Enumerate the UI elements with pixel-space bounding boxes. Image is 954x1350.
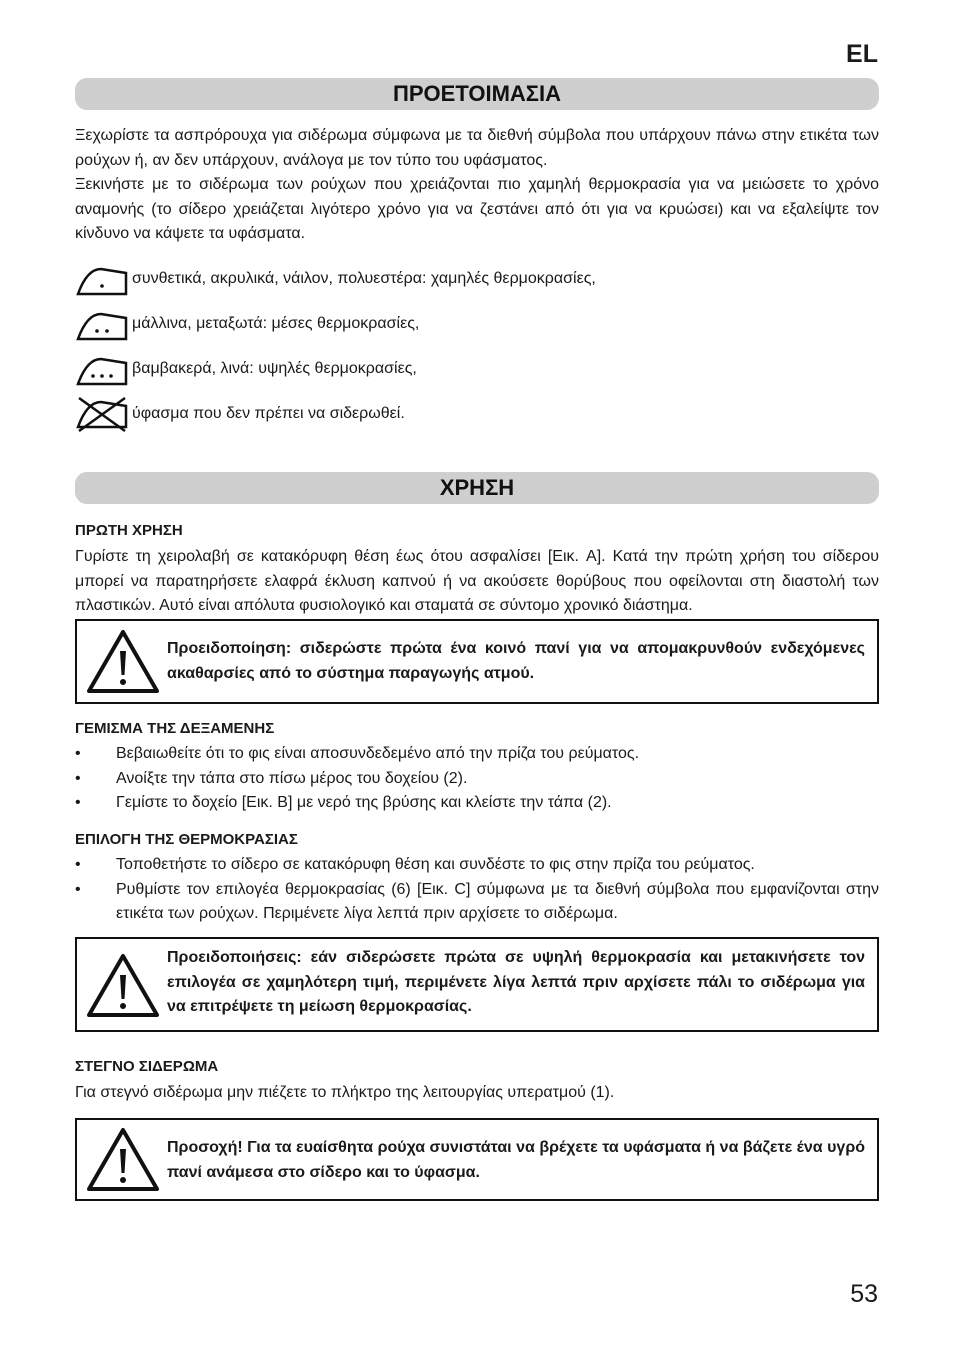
warning-text: Προειδοποίηση: σιδερώστε πρώτα ένα κοινό πανί για να απομακρυνθούν ενδεχόμενες ακαθαρσίες από το σύστημα παραγωγής ατμού. — [167, 640, 865, 682]
list-item: • Τοποθετήστε το σίδερο σε κατακόρυφη θέση και συνδέστε το φις στην πρίζα του ρεύματος. — [75, 853, 879, 878]
warning-triangle-icon — [85, 951, 161, 1021]
heading-dry-ironing: ΣΤΕΓΝΟ ΣΙΔΕΡΩΜΑ — [75, 1058, 219, 1075]
language-code: EL — [846, 40, 878, 68]
iron-two-dots-icon — [75, 306, 129, 342]
symbol-row-low — [75, 261, 596, 297]
prep-paragraph-1: Ξεχωρίστε τα ασπρόρουχα για σιδέρωμα σύμφωνα με τα διεθνή σύμβολα που υπάρχουν πάνω στην ετικέτα των ρούχων ή, αν δεν υπάρχουν, ανάλογα με τον τύπο του υφάσματος. — [75, 127, 879, 169]
iron-three-dots-icon — [75, 351, 129, 387]
list-item: • Γεμίστε το δοχείο [Εικ. B] με νερό της βρύσης και κλείστε την τάπα (2). — [75, 791, 879, 816]
do-not-iron-icon — [75, 396, 129, 432]
warning-box-temperature — [75, 937, 879, 1032]
warning-triangle-icon — [85, 1125, 161, 1195]
temperature-list — [75, 853, 879, 927]
iron-one-dot-icon — [75, 261, 129, 297]
section-title-use: ΧΡΗΣΗ — [75, 472, 879, 504]
page-number: 53 — [850, 1280, 878, 1308]
heading-fill-tank: ΓΕΜΙΣΜΑ ΤΗΣ ΔΕΞΑΜΕΝΗΣ — [75, 720, 275, 737]
list-item: • Βεβαιωθείτε ότι το φις είναι αποσυνδεδεμένο από την πρίζα του ρεύματος. — [75, 742, 879, 767]
prep-paragraph-2: Ξεκινήστε με το σιδέρωμα των ρούχων που χρειάζονται πιο χαμηλή θερμοκρασία για να μειώσετε το χρόνο αναμονής (το σίδερο χρειάζεται λιγότερο χρόνο για να ζεστάνει από ότι για να κρυώσει) και να εξαλείψτε τον κίνδυνο να κάψετε τα υφάσματα. — [75, 176, 879, 242]
warning-text: Προειδοποιήσεις: εάν σιδερώσετε πρώτα σε υψηλή θερμοκρασία και μετακινήσετε τον επιλογέα σε χαμηλότερη τιμή, περιμένετε λίγα λεπτά πριν αρχίσετε πάλι το σιδέρωμα για να επιτρέψετε τη μείωση θερμοκρασίας. — [167, 949, 865, 1015]
dry-ironing-text: Για στεγνό σιδέρωμα μην πιέζετε το πλήκτρο της λειτουργίας υπερατμού (1). — [75, 1084, 615, 1101]
symbol-row-high — [75, 351, 417, 387]
symbol-label: βαμβακερά, λινά: υψηλές θερμοκρασίες, — [132, 360, 417, 377]
first-use-text: Γυρίστε τη χειρολαβή σε κατακόρυφη θέση έως ότου ασφαλίσει [Εικ. A]. Κατά την πρώτη χρήση του σίδερου μπορεί να παρατηρήσετε ελαφρά έκλυση καπνού ή να ακούσετε θορύβους που οφείλονται στη διαστολή των πλαστικών. Αυτό είναι απόλυτα φυσιολογικό και σταματά σε σύντομο χρονικό διάστημα. — [75, 548, 879, 614]
heading-temperature-selection: ΕΠΙΛΟΓΗ ΤΗΣ ΘΕΡΜΟΚΡΑΣΙΑΣ — [75, 831, 298, 848]
warning-triangle-icon — [85, 627, 161, 697]
warning-box-dry-ironing — [75, 1118, 879, 1201]
symbol-label: μάλλινα, μεταξωτά: μέσες θερμοκρασίες, — [132, 315, 420, 332]
symbol-label: ύφασμα που δεν πρέπει να σιδερωθεί. — [132, 405, 405, 422]
symbol-row-medium — [75, 306, 419, 342]
section-title-preparation: ΠΡΟΕΤΟΙΜΑΣΙΑ — [75, 78, 879, 110]
warning-box-first-use — [75, 619, 879, 704]
heading-first-use: ΠΡΩΤΗ ΧΡΗΣΗ — [75, 522, 183, 539]
list-item: • Ρυθμίστε τον επιλογέα θερμοκρασίας (6) [Εικ. C] σύμφωνα με τα διεθνή σύμβολα που εμφανίζονται στην ετικέτα των ρούχων. Περιμένετε λίγα λεπτά πριν αρχίσετε το σιδέρωμα. — [75, 878, 879, 927]
symbol-label: συνθετικά, ακρυλικά, νάιλον, πολυεστέρα: χαμηλές θερμοκρασίες, — [132, 270, 596, 287]
warning-text: Προσοχή! Για τα ευαίσθητα ρούχα συνιστάται να βρέχετε τα υφάσματα ή να βάζετε ένα υγρό πανί ανάμεσα στο σίδερο και το ύφασμα. — [167, 1139, 865, 1181]
fill-tank-list — [75, 742, 879, 816]
list-item: • Ανοίξτε την τάπα στο πίσω μέρος του δοχείου (2). — [75, 767, 879, 792]
symbol-row-no-iron — [75, 396, 405, 432]
